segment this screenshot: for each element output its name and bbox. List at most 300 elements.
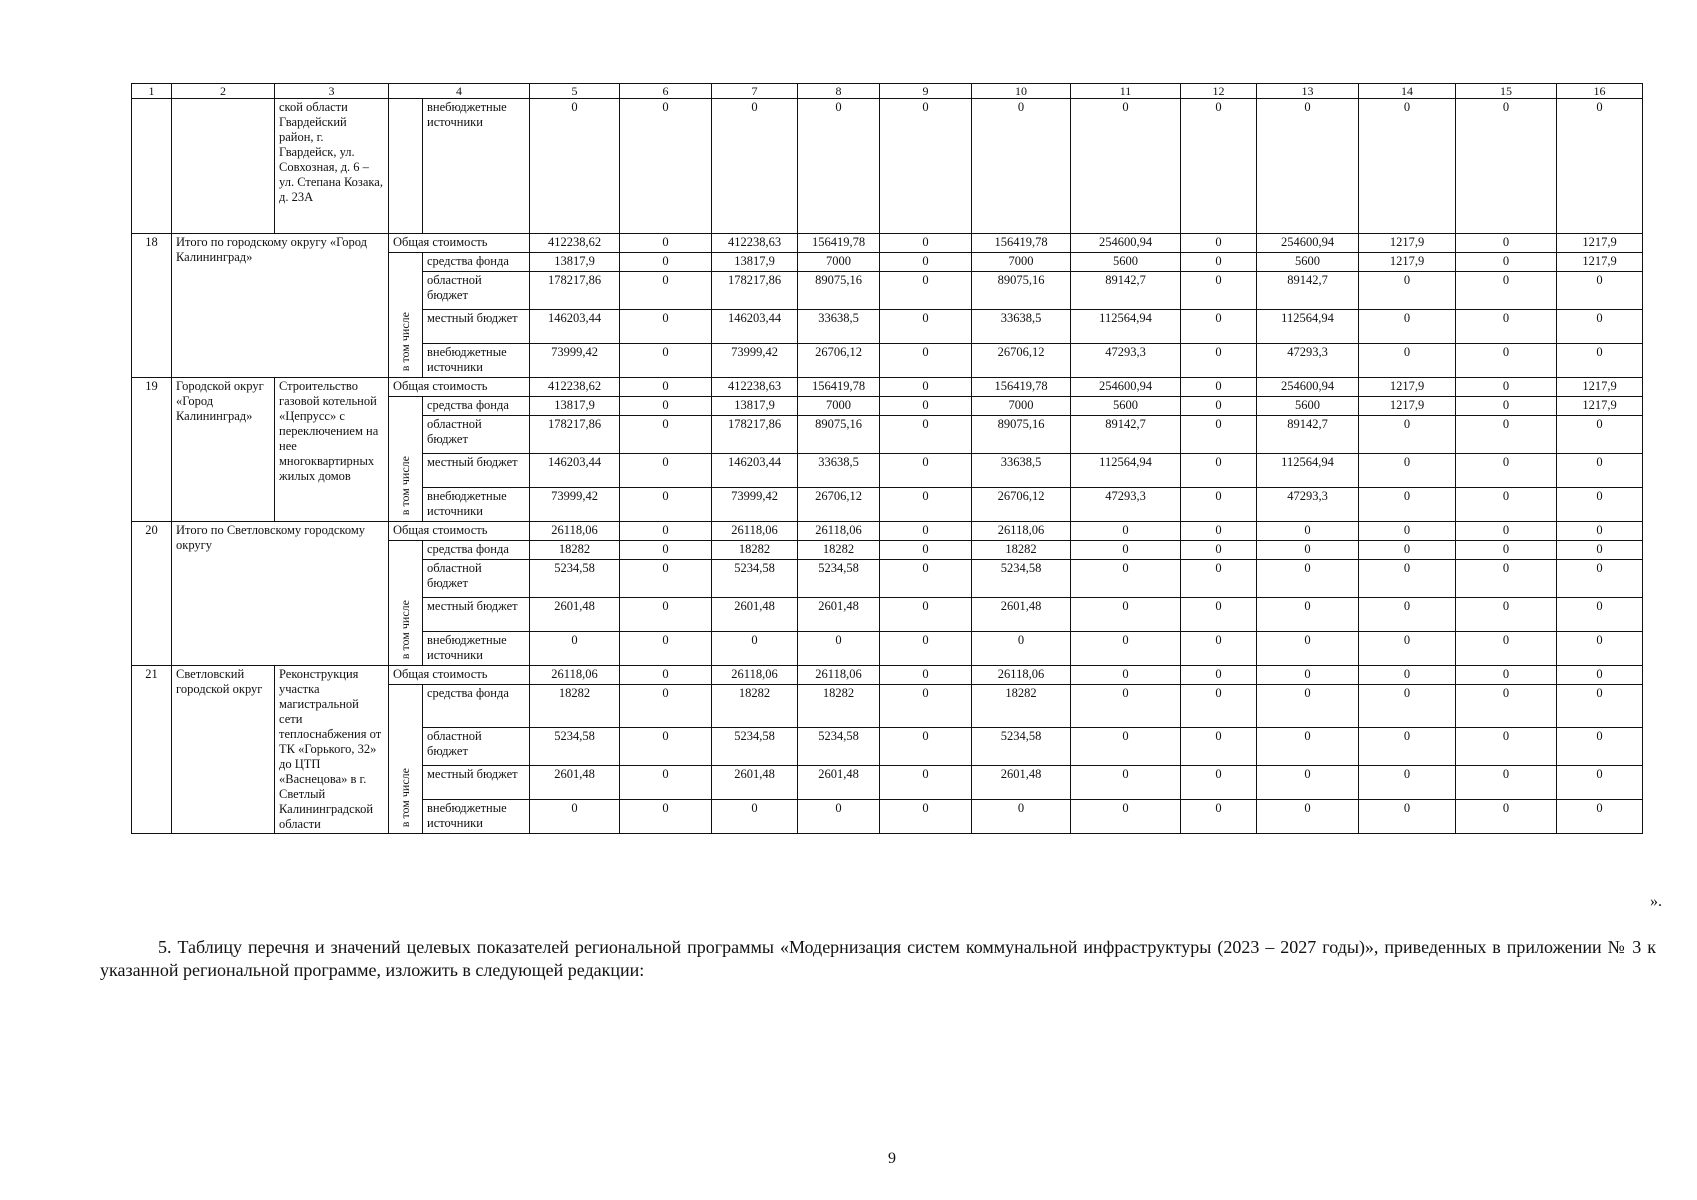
value-cell: 26706,12: [972, 344, 1071, 378]
value-cell: 2601,48: [712, 598, 798, 632]
value-cell: 5234,58: [798, 560, 880, 598]
amendment-paragraph: 5. Таблицу перечня и значений целевых показателей региональной программы «Модернизация систем коммунальной инфраструктуры (2023 – 2027 годы)», приведенных в приложении № 3 к указанной региональной программе, изложить в следующей редакции:: [100, 937, 1656, 980]
value-cell: 2601,48: [530, 766, 620, 800]
value-cell: 0: [1359, 800, 1456, 834]
value-cell: 2601,48: [798, 598, 880, 632]
value-cell: 5234,58: [530, 560, 620, 598]
table-row: [132, 522, 1643, 541]
value-cell: 0: [1071, 800, 1181, 834]
vertical-label: в том числе: [398, 768, 413, 828]
row-number-cell: 21: [132, 666, 172, 834]
funding-source-label: местный бюджет: [423, 766, 530, 800]
value-cell: 254600,94: [1257, 234, 1359, 253]
header-cell: 3: [275, 84, 389, 99]
value-cell: 0: [880, 766, 972, 800]
value-cell: 0: [798, 800, 880, 834]
funding-source-label: внебюджетные источники: [423, 800, 530, 834]
value-cell: 0: [1181, 598, 1257, 632]
value-cell: 0: [1071, 728, 1181, 766]
header-cell: 14: [1359, 84, 1456, 99]
value-cell: 0: [880, 685, 972, 728]
value-cell: 26118,06: [798, 522, 880, 541]
value-cell: 0: [1071, 522, 1181, 541]
value-cell: 0: [880, 234, 972, 253]
value-cell: 1217,9: [1557, 234, 1643, 253]
value-cell: 0: [1359, 766, 1456, 800]
value-cell: 0: [1557, 632, 1643, 666]
value-cell: 2601,48: [972, 766, 1071, 800]
value-cell: 146203,44: [530, 454, 620, 488]
value-cell: 0: [530, 632, 620, 666]
value-cell: 0: [1557, 598, 1643, 632]
value-cell: 0: [972, 632, 1071, 666]
vertical-label-cell: [389, 397, 423, 522]
value-cell: 26118,06: [530, 522, 620, 541]
value-cell: 0: [1181, 234, 1257, 253]
value-cell: 0: [1181, 800, 1257, 834]
value-cell: 0: [1181, 272, 1257, 310]
value-cell: 0: [880, 344, 972, 378]
municipality-cell: Городской округ «Город Калининград»: [172, 378, 275, 522]
value-cell: 0: [1181, 766, 1257, 800]
value-cell: 0: [620, 416, 712, 454]
value-cell: 254600,94: [1071, 378, 1181, 397]
object-cell: Реконструкция участка магистральной сети теплоснабжения от ТК «Горького, 32» до ЦТП «Васнецова» в г. Светлый Калининградской области: [275, 666, 389, 834]
municipality-cell: Светловский городской округ: [172, 666, 275, 834]
value-cell: 1217,9: [1359, 378, 1456, 397]
header-cell: 1: [132, 84, 172, 99]
value-cell: 0: [880, 272, 972, 310]
value-cell: 5600: [1071, 397, 1181, 416]
value-cell: 0: [880, 560, 972, 598]
value-cell: 47293,3: [1257, 488, 1359, 522]
table-row: [132, 378, 1643, 397]
value-cell: 0: [880, 522, 972, 541]
value-cell: 0: [1456, 800, 1557, 834]
value-cell: 0: [1456, 685, 1557, 728]
value-cell: 0: [712, 632, 798, 666]
value-cell: 13817,9: [530, 253, 620, 272]
header-cell: 6: [620, 84, 712, 99]
value-cell: 33638,5: [798, 454, 880, 488]
value-cell: 0: [972, 800, 1071, 834]
value-cell: 0: [1456, 272, 1557, 310]
value-cell: 0: [1071, 766, 1181, 800]
value-cell: 0: [1257, 728, 1359, 766]
value-cell: 33638,5: [972, 454, 1071, 488]
vertical-label-cell: [389, 99, 423, 234]
value-cell: 0: [1557, 310, 1643, 344]
value-cell: 146203,44: [712, 454, 798, 488]
value-cell: 0: [1557, 344, 1643, 378]
value-cell: 1217,9: [1359, 397, 1456, 416]
funding-source-label: внебюджетные источники: [423, 488, 530, 522]
value-cell: 0: [1359, 416, 1456, 454]
value-cell: 0: [1257, 560, 1359, 598]
value-cell: 5600: [1071, 253, 1181, 272]
value-cell: 0: [880, 541, 972, 560]
value-cell: 0: [1456, 416, 1557, 454]
value-cell: 5234,58: [972, 728, 1071, 766]
value-cell: 0: [620, 666, 712, 685]
value-cell: 26118,06: [712, 522, 798, 541]
value-cell: 0: [1257, 685, 1359, 728]
value-cell: 89142,7: [1071, 416, 1181, 454]
value-cell: 0: [620, 685, 712, 728]
value-cell: 1217,9: [1557, 397, 1643, 416]
value-cell: 412238,62: [530, 378, 620, 397]
value-cell: 0: [1359, 666, 1456, 685]
value-cell: 0: [620, 560, 712, 598]
value-cell: 0: [620, 99, 712, 234]
total-cost-label: Общая стоимость: [389, 378, 530, 397]
value-cell: 0: [1359, 522, 1456, 541]
value-cell: 0: [620, 541, 712, 560]
value-cell: 0: [620, 766, 712, 800]
value-cell: 0: [798, 99, 880, 234]
funding-source-label: средства фонда: [423, 253, 530, 272]
value-cell: 0: [1257, 522, 1359, 541]
value-cell: 0: [1359, 272, 1456, 310]
value-cell: 26706,12: [798, 488, 880, 522]
value-cell: 0: [1557, 454, 1643, 488]
value-cell: 5234,58: [530, 728, 620, 766]
value-cell: 18282: [712, 685, 798, 728]
value-cell: 0: [620, 522, 712, 541]
object-cell: ской области Гвардейский район, г. Гвардейск, ул. Совхозная, д. 6 – ул. Степана Козака, д. 23А: [275, 99, 389, 234]
value-cell: 0: [1456, 344, 1557, 378]
value-cell: 73999,42: [712, 344, 798, 378]
value-cell: 13817,9: [712, 397, 798, 416]
value-cell: 0: [620, 488, 712, 522]
value-cell: 2601,48: [712, 766, 798, 800]
value-cell: 89075,16: [972, 272, 1071, 310]
header-cell: 16: [1557, 84, 1643, 99]
value-cell: 0: [1359, 685, 1456, 728]
value-cell: 18282: [530, 541, 620, 560]
value-cell: 0: [1456, 378, 1557, 397]
value-cell: 0: [1557, 728, 1643, 766]
funding-source-label: внебюджетные источники: [423, 344, 530, 378]
value-cell: 0: [620, 378, 712, 397]
value-cell: 26118,06: [798, 666, 880, 685]
municipality-cell: Итого по городскому округу «Город Калининград»: [172, 234, 389, 378]
value-cell: 0: [1456, 310, 1557, 344]
value-cell: 0: [1456, 728, 1557, 766]
value-cell: 0: [1359, 99, 1456, 234]
value-cell: 0: [1181, 310, 1257, 344]
value-cell: 73999,42: [530, 344, 620, 378]
value-cell: 0: [1181, 522, 1257, 541]
table-row: [132, 666, 1643, 685]
funding-source-label: внебюджетные источники: [423, 99, 530, 234]
value-cell: 0: [1456, 632, 1557, 666]
header-cell: 15: [1456, 84, 1557, 99]
table-row: [132, 234, 1643, 253]
value-cell: 2601,48: [530, 598, 620, 632]
value-cell: 0: [880, 253, 972, 272]
header-row: [132, 84, 1643, 99]
value-cell: 0: [880, 397, 972, 416]
funding-table: [131, 83, 1643, 834]
value-cell: 0: [972, 99, 1071, 234]
value-cell: 0: [1071, 99, 1181, 234]
value-cell: 89142,7: [1257, 272, 1359, 310]
value-cell: 0: [620, 454, 712, 488]
value-cell: 156419,78: [972, 234, 1071, 253]
value-cell: 0: [1456, 766, 1557, 800]
value-cell: 0: [1181, 666, 1257, 685]
value-cell: 0: [1557, 685, 1643, 728]
funding-source-label: областной бюджет: [423, 416, 530, 454]
value-cell: 254600,94: [1257, 378, 1359, 397]
value-cell: 0: [620, 598, 712, 632]
value-cell: 0: [880, 488, 972, 522]
header-cell: 9: [880, 84, 972, 99]
row-number-cell: 20: [132, 522, 172, 666]
value-cell: 33638,5: [972, 310, 1071, 344]
value-cell: 0: [1181, 728, 1257, 766]
value-cell: 0: [1557, 766, 1643, 800]
value-cell: 0: [1257, 766, 1359, 800]
value-cell: 412238,63: [712, 234, 798, 253]
value-cell: 0: [1181, 560, 1257, 598]
header-cell: 10: [972, 84, 1071, 99]
value-cell: 26706,12: [972, 488, 1071, 522]
object-cell: Строительство газовой котельной «Цепрусс» с переключением на нее многоквартирных жилых домов: [275, 378, 389, 522]
value-cell: 0: [1557, 800, 1643, 834]
value-cell: 0: [1181, 416, 1257, 454]
value-cell: 0: [880, 728, 972, 766]
value-cell: 0: [1181, 454, 1257, 488]
funding-source-label: внебюджетные источники: [423, 632, 530, 666]
value-cell: 7000: [972, 253, 1071, 272]
value-cell: 1217,9: [1557, 253, 1643, 272]
value-cell: 26706,12: [798, 344, 880, 378]
value-cell: 5234,58: [972, 560, 1071, 598]
value-cell: 112564,94: [1257, 310, 1359, 344]
value-cell: 13817,9: [712, 253, 798, 272]
value-cell: 0: [1181, 541, 1257, 560]
value-cell: 112564,94: [1071, 310, 1181, 344]
vertical-label-cell: [389, 253, 423, 378]
total-cost-label: Общая стоимость: [389, 666, 530, 685]
value-cell: 18282: [530, 685, 620, 728]
value-cell: 89142,7: [1071, 272, 1181, 310]
row-number-cell: 19: [132, 378, 172, 522]
value-cell: 5234,58: [712, 560, 798, 598]
value-cell: 89075,16: [972, 416, 1071, 454]
header-cell: 13: [1257, 84, 1359, 99]
value-cell: 0: [1181, 253, 1257, 272]
value-cell: 178217,86: [530, 272, 620, 310]
value-cell: 0: [620, 728, 712, 766]
value-cell: 0: [1257, 800, 1359, 834]
header-cell: 7: [712, 84, 798, 99]
value-cell: 0: [1456, 454, 1557, 488]
value-cell: 0: [1257, 666, 1359, 685]
value-cell: 0: [880, 666, 972, 685]
value-cell: 156419,78: [798, 378, 880, 397]
value-cell: 0: [1359, 632, 1456, 666]
value-cell: 1217,9: [1359, 253, 1456, 272]
header-cell: 8: [798, 84, 880, 99]
value-cell: 0: [1359, 310, 1456, 344]
value-cell: 5600: [1257, 397, 1359, 416]
value-cell: 47293,3: [1257, 344, 1359, 378]
value-cell: 0: [530, 800, 620, 834]
value-cell: 156419,78: [798, 234, 880, 253]
value-cell: 0: [620, 800, 712, 834]
value-cell: 0: [1557, 560, 1643, 598]
value-cell: 0: [712, 99, 798, 234]
value-cell: 0: [620, 253, 712, 272]
funding-source-label: средства фонда: [423, 397, 530, 416]
value-cell: 26118,06: [712, 666, 798, 685]
value-cell: 0: [1257, 99, 1359, 234]
value-cell: 412238,62: [530, 234, 620, 253]
page-number: 9: [888, 1150, 896, 1167]
value-cell: 26118,06: [530, 666, 620, 685]
closing-quote: ».: [1650, 893, 1662, 910]
value-cell: 0: [880, 632, 972, 666]
value-cell: 0: [1181, 488, 1257, 522]
value-cell: 2601,48: [972, 598, 1071, 632]
value-cell: 0: [1359, 454, 1456, 488]
value-cell: 0: [880, 99, 972, 234]
value-cell: 0: [1456, 522, 1557, 541]
value-cell: 156419,78: [972, 378, 1071, 397]
row-number-cell: 18: [132, 234, 172, 378]
value-cell: 0: [620, 344, 712, 378]
value-cell: 0: [1181, 397, 1257, 416]
value-cell: 0: [1359, 598, 1456, 632]
value-cell: 18282: [972, 541, 1071, 560]
value-cell: 33638,5: [798, 310, 880, 344]
value-cell: 0: [1456, 234, 1557, 253]
funding-source-label: местный бюджет: [423, 598, 530, 632]
value-cell: 112564,94: [1257, 454, 1359, 488]
value-cell: 89075,16: [798, 416, 880, 454]
value-cell: 0: [1181, 685, 1257, 728]
value-cell: 5234,58: [798, 728, 880, 766]
value-cell: 0: [1557, 488, 1643, 522]
vertical-label: в том числе: [398, 312, 413, 372]
value-cell: 13817,9: [530, 397, 620, 416]
funding-source-label: областной бюджет: [423, 560, 530, 598]
value-cell: 0: [1071, 598, 1181, 632]
value-cell: 0: [1359, 344, 1456, 378]
value-cell: 5234,58: [712, 728, 798, 766]
value-cell: 0: [1181, 632, 1257, 666]
value-cell: 178217,86: [712, 416, 798, 454]
value-cell: 73999,42: [530, 488, 620, 522]
funding-source-label: областной бюджет: [423, 272, 530, 310]
value-cell: 146203,44: [530, 310, 620, 344]
value-cell: 178217,86: [530, 416, 620, 454]
value-cell: 0: [1456, 541, 1557, 560]
value-cell: 0: [1557, 416, 1643, 454]
value-cell: 89075,16: [798, 272, 880, 310]
value-cell: 0: [1557, 666, 1643, 685]
value-cell: 0: [1456, 397, 1557, 416]
value-cell: 0: [1557, 99, 1643, 234]
value-cell: 0: [1456, 99, 1557, 234]
value-cell: 0: [620, 234, 712, 253]
value-cell: 0: [880, 310, 972, 344]
value-cell: 18282: [798, 685, 880, 728]
value-cell: 0: [1257, 598, 1359, 632]
header-cell: 5: [530, 84, 620, 99]
table-body: [132, 99, 1643, 834]
value-cell: 0: [530, 99, 620, 234]
value-cell: 0: [880, 598, 972, 632]
value-cell: 0: [620, 272, 712, 310]
table-row-continuation: [132, 99, 1643, 234]
value-cell: 0: [1557, 272, 1643, 310]
value-cell: 18282: [798, 541, 880, 560]
row-number-cell: [132, 99, 172, 234]
value-cell: 0: [1456, 666, 1557, 685]
value-cell: 146203,44: [712, 310, 798, 344]
header-cell: 2: [172, 84, 275, 99]
value-cell: 0: [880, 416, 972, 454]
value-cell: 0: [1456, 598, 1557, 632]
total-cost-label: Общая стоимость: [389, 522, 530, 541]
value-cell: 0: [1456, 488, 1557, 522]
value-cell: 0: [1359, 488, 1456, 522]
value-cell: 178217,86: [712, 272, 798, 310]
value-cell: 0: [1071, 685, 1181, 728]
value-cell: 0: [798, 632, 880, 666]
value-cell: 254600,94: [1071, 234, 1181, 253]
value-cell: 0: [1557, 522, 1643, 541]
header-cell: 4: [389, 84, 530, 99]
value-cell: 0: [1257, 541, 1359, 560]
vertical-label-cell: [389, 685, 423, 834]
municipality-cell: [172, 99, 275, 234]
value-cell: 0: [880, 454, 972, 488]
value-cell: 18282: [972, 685, 1071, 728]
value-cell: 26118,06: [972, 666, 1071, 685]
value-cell: 112564,94: [1071, 454, 1181, 488]
value-cell: 0: [1181, 344, 1257, 378]
value-cell: 0: [1456, 253, 1557, 272]
total-cost-label: Общая стоимость: [389, 234, 530, 253]
value-cell: 18282: [712, 541, 798, 560]
value-cell: 5600: [1257, 253, 1359, 272]
municipality-cell: Итого по Светловскому городскому округу: [172, 522, 389, 666]
vertical-label: в том числе: [398, 456, 413, 516]
value-cell: 0: [712, 800, 798, 834]
header-cell: 11: [1071, 84, 1181, 99]
funding-source-label: местный бюджет: [423, 454, 530, 488]
value-cell: 1217,9: [1359, 234, 1456, 253]
value-cell: 0: [1557, 541, 1643, 560]
value-cell: 7000: [798, 397, 880, 416]
value-cell: 7000: [798, 253, 880, 272]
value-cell: 0: [1456, 560, 1557, 598]
vertical-label: в том числе: [398, 600, 413, 660]
funding-source-label: местный бюджет: [423, 310, 530, 344]
value-cell: 89142,7: [1257, 416, 1359, 454]
value-cell: 2601,48: [798, 766, 880, 800]
value-cell: 0: [620, 397, 712, 416]
value-cell: 0: [1181, 378, 1257, 397]
value-cell: 0: [1071, 666, 1181, 685]
funding-source-label: средства фонда: [423, 685, 530, 728]
value-cell: 0: [1257, 632, 1359, 666]
